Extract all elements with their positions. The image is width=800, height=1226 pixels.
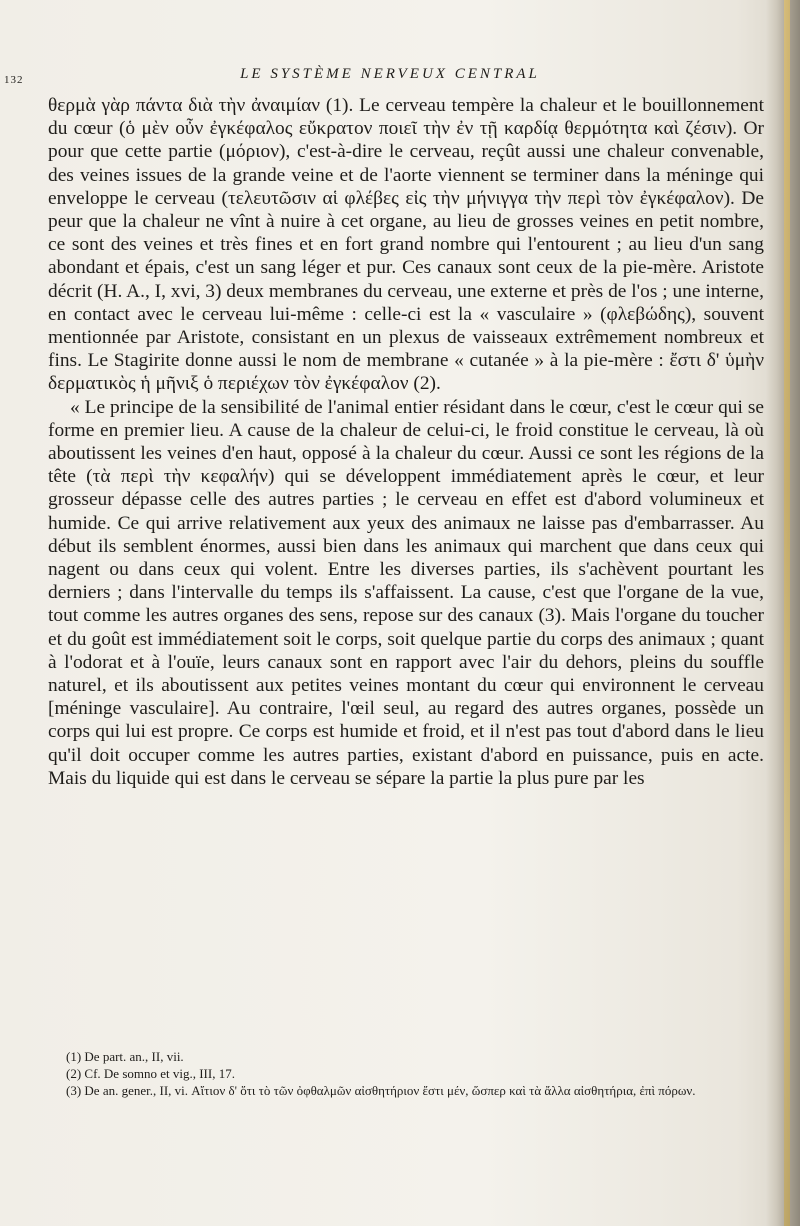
footnote-2: (2) Cf. De somno et vig., III, 17. (66, 1066, 235, 1081)
footnotes (66, 1048, 766, 1099)
footnote-3: (3) De an. gener., II, vi. Αἴτιον δ' ὅτι τὸ τῶν ὀφθαλμῶν αἰσθητήριον ἔστι μέν, ὥσπερ καὶ τὰ ἄλλα αἰσθητήρια, ἐπὶ πόρων. (66, 1083, 696, 1098)
book-spine-shadow (766, 0, 800, 1226)
paragraph-2: « Le principe de la sensibilité de l'animal entier résidant dans le cœur, c'est le cœur qui se forme en premier lieu. A cause de la chaleur de celui-ci, le froid constitue le cerveau, là où aboutissent les veines d'en haut, opposé à la chaleur du cœur. Aussi ce sont les régions de la tête (τὰ περὶ τὴν κεφαλήν) qui se développent immédiatement après le cœur, et leur grosseur dépasse celle des autres parties ; le cerveau en effet est d'abord volumineux et humide. Ce qui arrive relativement aux yeux des animaux ne laisse pas d'embarrasser. Au début ils semblent énormes, aussi bien dans les animaux qui marchent que dans ceux qui nagent ou dans ceux qui volent. Entre les diverses parties, ils s'achèvent pourtant les derniers ; dans l'intervalle du temps ils s'affaissent. La cause, c'est que l'organe de la vue, tout comme les autres organes des sens, repose sur des canaux (3). Mais l'organe du toucher et du goût est immédiatement soit le corps, soit quelque partie du corps des animaux ; quant à l'odorat et à l'ouïe, leurs canaux sont en rapport avec l'air du dehors, pleins du souffle naturel, et ils aboutissent aux petites veines montant du cœur qui environnent le cerveau [méninge vasculaire]. Au contraire, l'œil seul, au regard des autres organes, possède un corps qui lui est propre. Ce corps est humide et froid, et il n'est pas tout d'abord dans le lieu qu'il doit occuper comme les autres parties, existant d'abord en puissance, puis en acte. Mais du liquide qui est dans le cerveau se sépare la partie la plus pure par les (48, 396, 764, 789)
body-text (48, 94, 764, 790)
page-edge (784, 0, 790, 1226)
footnote-1: (1) De part. an., II, vii. (66, 1049, 184, 1064)
running-head: LE SYSTÈME NERVEUX CENTRAL (240, 66, 540, 82)
paragraph-1: θερμὰ γὰρ πάντα διὰ τὴν ἀναιμίαν (1). Le cerveau tempère la chaleur et le bouillonnement du cœur (ὁ μὲν οὖν ἐγκέφαλος εὔκρατον ποιεῖ τὴν ἐν τῇ καρδίᾳ θερμότητα καὶ ζέσιν). Or pour que cette partie (μόριον), c'est-à-dire le cerveau, reçût aussi une chaleur convenable, des veines issues de la grande veine et de l'aorte viennent se terminer dans la méninge qui enveloppe le cerveau (τελευτῶσιν αἱ φλέβες εἰς τὴν μήνιγγα τὴν περὶ τὸν ἐγκέφαλον). De peur que la chaleur ne vînt à nuire à cet organe, au lieu de grosses veines en petit nombre, ce sont des veines et très fines et en fort grand nombre qui l'entourent ; au lieu d'un sang abondant et épais, c'est un sang léger et pur. Ces canaux sont ceux de la pie-mère. Aristote décrit (H. A., I, xvi, 3) deux membranes du cerveau, une externe et près de l'os ; une interne, en contact avec le cerveau lui-même : celle-ci est la « vasculaire » (φλεβώδης), souvent mentionnée par Aristote, consistant en un plexus de vaisseaux extrêmement nombreux et fins. Le Stagirite donne aussi le nom de membrane « cutanée » à la pie-mère : ἔστι δ' ὑμὴν δερματικὸς ἡ μῆνιξ ὁ περιέχων τὸν ἐγκέφαλον (2). (48, 95, 764, 395)
page-number: 132 (4, 74, 24, 86)
